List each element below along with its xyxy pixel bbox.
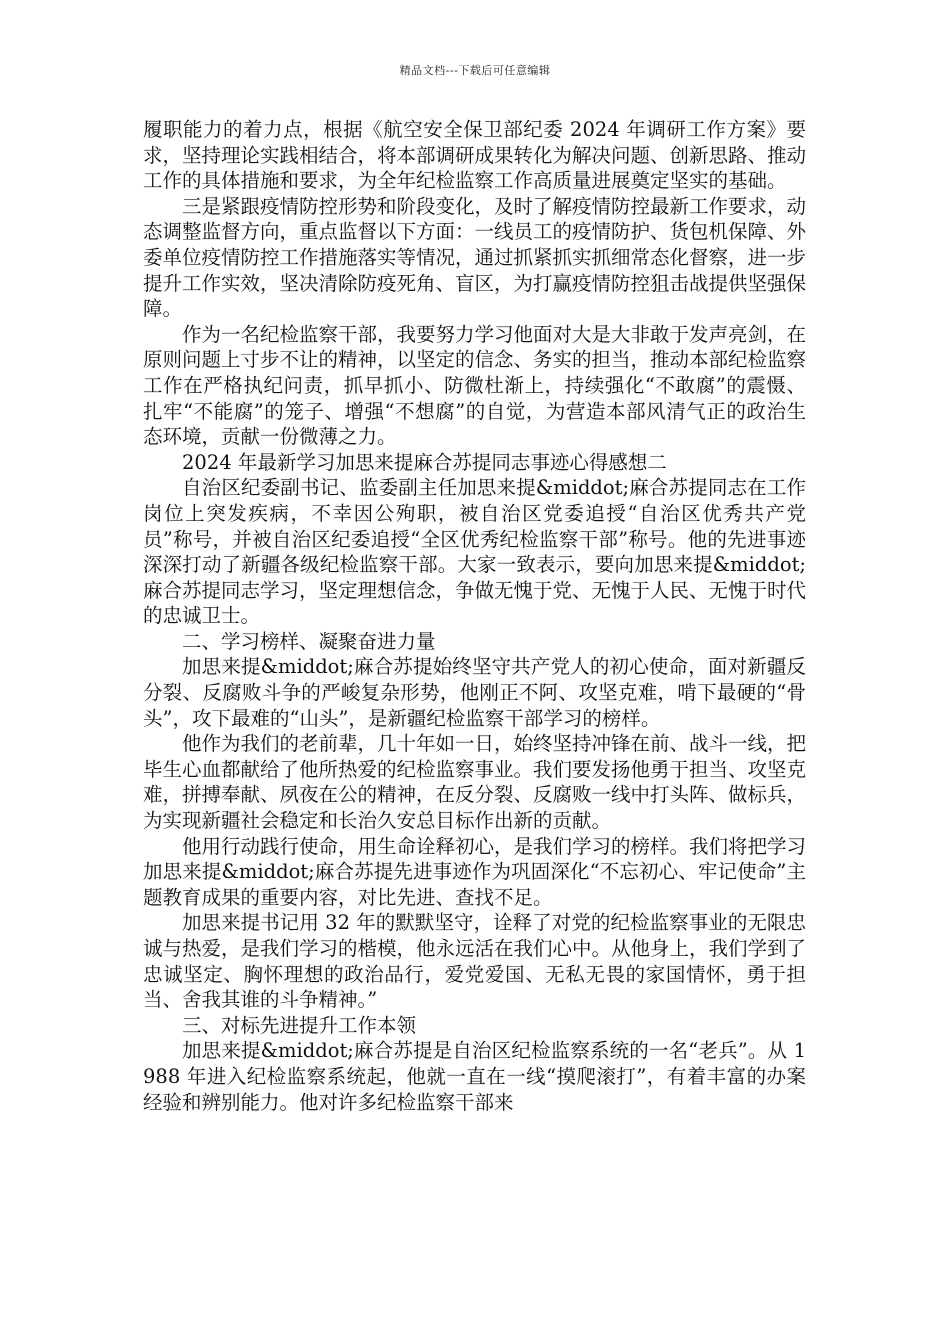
paragraph-5: 自治区纪委副书记、监委副主任加思来提&middot;麻合苏提同志在工作岗位上突发疾病，不幸因公殉职，被自治区党委追授“自治区优秀共产党员”称号，并被自治区纪委追授“全区优秀纪检监察干部”称号。他的先进事迹深深打动了新疆各级纪检监察干部。大家一致表示，要向加思来提&middot;麻合苏提同志学习，坚定理想信念，争做无愧于党、无愧于人民、无愧于时代的忠诚卫士。 (143, 476, 807, 628)
paragraph-2: 三是紧跟疫情防控形势和阶段变化，及时了解疫情防控最新工作要求，动态调整监督方向，重点监督以下方面：一线员工的疫情防护、货包机保障、外委单位疫情防控工作措施落实等情况，通过抓紧抓实抓细常态化督察，进一步提升工作实效，坚决清除防疫死角、盲区，为打赢疫情防控狙击战提供坚强保障。 (143, 194, 807, 321)
page-header: 精品文档---下载后可任意编辑 (399, 64, 551, 77)
paragraph-1: 履职能力的着力点，根据《航空安全保卫部纪委 2024 年调研工作方案》要求，坚持理论实践相结合，将本部调研成果转化为解决问题、创新思路、推动工作的具体措施和要求，为全年纪检监察工作高质量进展奠定坚实的基础。 (143, 118, 807, 193)
paragraph-9: 他用行动践行使命，用生命诠释初心，是我们学习的榜样。我们将把学习加思来提&middot;麻合苏提先进事迹作为巩固深化“不忘初心、牢记使命”主题教育成果的重要内容，对比先进、查找不足。 (143, 834, 807, 909)
heading-learn-model: 二、学习榜样、凝聚奋进力量 (182, 629, 436, 653)
heading-benchmark: 三、对标先进提升工作本领 (182, 1013, 417, 1037)
paragraph-12: 加思来提&middot;麻合苏提是自治区纪检监察系统的一名“老兵”。从 1988 年进入纪检监察系统起，他就一直在一线“摸爬滚打”，有着丰富的办案经验和辨别能力。他对许多纪检监察干部来 (143, 1039, 806, 1114)
paragraph-8: 他作为我们的老前辈，几十年如一日，始终坚持冲锋在前、战斗一线，把毕生心血都献给了他所热爱的纪检监察事业。我们要发扬他勇于担当、攻坚克难，拼搏奉献、夙夜在公的精神，在反分裂、反腐败一线中打头阵、做标兵，为实现新疆社会稳定和长治久安总目标作出新的贡献。 (143, 732, 807, 833)
section-title: 2024 年最新学习加思来提麻合苏提同志事迹心得感想二 (182, 450, 667, 474)
paragraph-3: 作为一名纪检监察干部，我要努力学习他面对大是大非敢于发声亮剑，在原则问题上寸步不让的精神，以坚定的信念、务实的担当，推动本部纪检监察工作在严格执纪问责，抓早抓小、防微杜渐上，持续强化“不敢腐”的震慑、扎牢“不能腐”的笼子、增强“不想腐”的自觉，为营造本部风清气正的政治生态环境，贡献一份微薄之力。 (143, 322, 807, 449)
document-body (143, 117, 806, 1115)
paragraph-7: 加思来提&middot;麻合苏提始终坚守共产党人的初心使命，面对新疆反分裂、反腐败斗争的严峻复杂形势，他刚正不阿、攻坚克难，啃下最硬的“骨头”，攻下最难的“山头”，是新疆纪检监察干部学习的榜样。 (143, 655, 806, 730)
paragraph-10: 加思来提书记用 32 年的默默坚守，诠释了对党的纪检监察事业的无限忠诚与热爱，是我们学习的楷模，他永远活在我们心中。从他身上，我们学到了忠诚坚定、胸怀理想的政治品行，爱党爱国、无私无畏的家国情怀，勇于担当、舍我其谁的斗争精神。” (143, 911, 807, 1012)
